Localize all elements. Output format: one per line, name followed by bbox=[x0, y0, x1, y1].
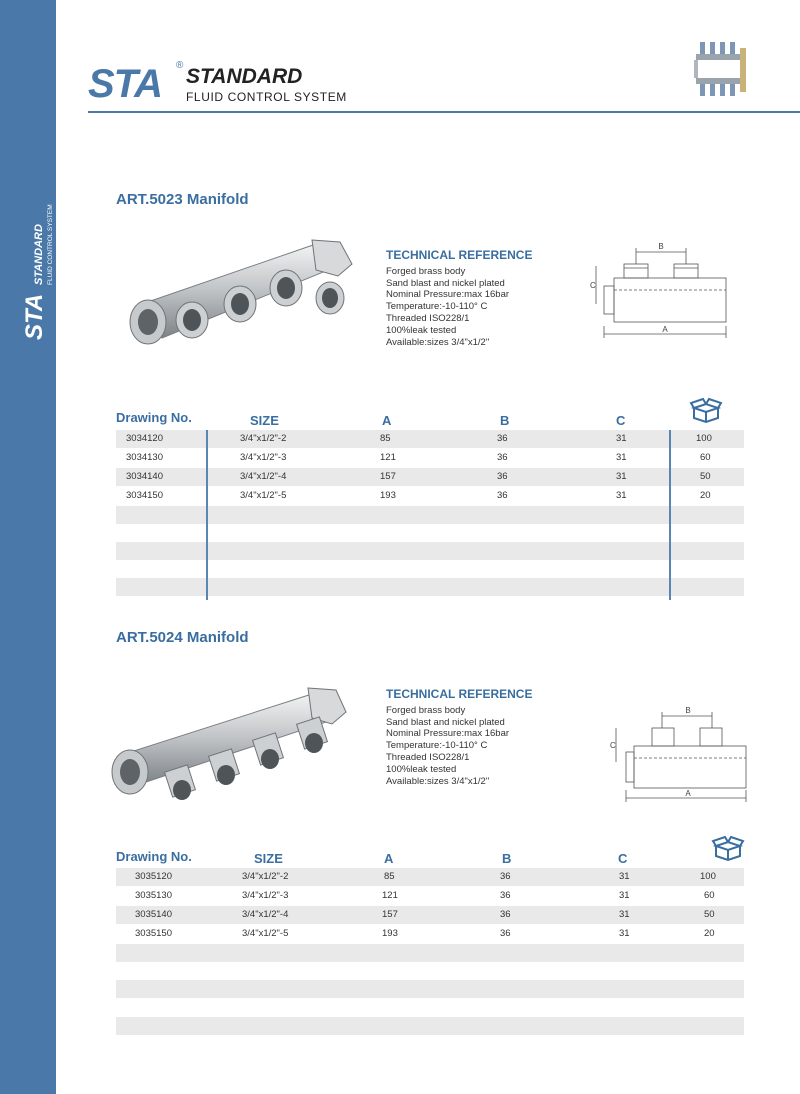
tech-line: Nominal Pressure:max 16bar bbox=[386, 289, 510, 301]
cell-b: 36 bbox=[497, 452, 508, 463]
cell-a: 157 bbox=[380, 471, 396, 482]
cell-a: 121 bbox=[380, 452, 396, 463]
table-row-empty bbox=[116, 944, 744, 962]
cell-size: 3/4"x1/2"-4 bbox=[242, 909, 289, 920]
table-row bbox=[116, 906, 744, 924]
tech-line: 100%leak tested bbox=[386, 324, 457, 336]
manifold-assembly-thumbnail bbox=[692, 38, 748, 102]
table-row-empty bbox=[116, 542, 744, 560]
cell-c: 31 bbox=[616, 452, 627, 463]
table-row bbox=[116, 468, 744, 486]
table-row-empty bbox=[116, 980, 744, 998]
cell-pack: 60 bbox=[704, 890, 715, 901]
header-size: SIZE bbox=[254, 851, 283, 866]
dimension-label-b: B bbox=[658, 242, 664, 251]
header-drawing-no: Drawing No. bbox=[116, 410, 192, 425]
cell-a: 121 bbox=[382, 890, 398, 901]
technical-reference-title: TECHNICAL REFERENCE bbox=[386, 248, 533, 262]
box-icon bbox=[690, 398, 722, 424]
header-a: A bbox=[382, 413, 392, 428]
sidebar-band bbox=[0, 0, 56, 1094]
cell-pack: 60 bbox=[700, 452, 711, 463]
cell-drawing-no: 3035120 bbox=[135, 871, 172, 882]
sidebar-logo-sta: STA bbox=[21, 293, 48, 340]
tech-line: Threaded ISO228/1 bbox=[386, 312, 470, 324]
cell-a: 157 bbox=[382, 909, 398, 920]
tech-line: Temperature:-10-110° C bbox=[386, 301, 488, 313]
cell-drawing-no: 3034140 bbox=[126, 471, 163, 482]
cell-c: 31 bbox=[616, 490, 627, 501]
header-a: A bbox=[384, 851, 394, 866]
header-size: SIZE bbox=[250, 413, 279, 428]
dimension-label-a: A bbox=[662, 325, 668, 334]
cell-b: 36 bbox=[497, 490, 508, 501]
table-row-empty bbox=[116, 506, 744, 524]
manifold-photo bbox=[126, 236, 356, 362]
manifold-photo bbox=[104, 680, 350, 808]
table-row-empty bbox=[116, 524, 744, 542]
cell-drawing-no: 3034120 bbox=[126, 433, 163, 444]
table-row bbox=[116, 887, 744, 905]
cell-size: 3/4"x1/2"-5 bbox=[240, 490, 287, 501]
cell-a: 193 bbox=[382, 928, 398, 939]
cell-drawing-no: 3035140 bbox=[135, 909, 172, 920]
logo-subtitle: FLUID CONTROL SYSTEM bbox=[186, 90, 347, 104]
cell-pack: 20 bbox=[700, 490, 711, 501]
technical-reference bbox=[386, 689, 532, 787]
tech-line: Available:sizes 3/4"x1/2" bbox=[386, 336, 490, 348]
cell-size: 3/4"x1/2"-2 bbox=[242, 871, 289, 882]
cell-drawing-no: 3035130 bbox=[135, 890, 172, 901]
cell-c: 31 bbox=[619, 909, 630, 920]
cell-b: 36 bbox=[497, 433, 508, 444]
table-divider bbox=[206, 430, 208, 600]
table-row bbox=[116, 868, 744, 886]
header-b: B bbox=[500, 413, 510, 428]
table-row-empty bbox=[116, 560, 744, 578]
header-b: B bbox=[502, 851, 512, 866]
cell-a: 85 bbox=[380, 433, 391, 444]
section-title: ART.5024 Manifold bbox=[116, 629, 249, 646]
cell-b: 36 bbox=[497, 471, 508, 482]
cell-b: 36 bbox=[500, 909, 511, 920]
table-row-empty bbox=[116, 962, 744, 980]
box-icon bbox=[712, 836, 744, 862]
logo-registered: ® bbox=[176, 60, 184, 71]
tech-line: Temperature:-10-110° C bbox=[386, 740, 488, 752]
header-c: C bbox=[618, 851, 628, 866]
tech-line: Sand blast and nickel plated bbox=[386, 277, 505, 289]
header-drawing-no: Drawing No. bbox=[116, 849, 192, 864]
cell-size: 3/4"x1/2"-2 bbox=[240, 433, 287, 444]
cell-pack: 50 bbox=[700, 471, 711, 482]
tech-line: Nominal Pressure:max 16bar bbox=[386, 728, 510, 740]
tech-line: 100%leak tested bbox=[386, 763, 457, 775]
tech-line: Threaded ISO228/1 bbox=[386, 751, 470, 763]
logo-standard: STANDARD bbox=[186, 65, 303, 88]
table-row-empty bbox=[116, 578, 744, 596]
technical-drawing bbox=[604, 702, 764, 806]
table-row bbox=[116, 430, 744, 448]
cell-c: 31 bbox=[619, 928, 630, 939]
cell-c: 31 bbox=[619, 871, 630, 882]
cell-c: 31 bbox=[616, 433, 627, 444]
cell-pack: 50 bbox=[704, 909, 715, 920]
header-rule bbox=[88, 111, 800, 113]
cell-drawing-no: 3035150 bbox=[135, 928, 172, 939]
sidebar-brand-logo bbox=[12, 185, 52, 345]
table-row bbox=[116, 487, 744, 505]
cell-pack: 20 bbox=[704, 928, 715, 939]
sidebar-logo-standard: STANDARD bbox=[33, 224, 45, 285]
cell-size: 3/4"x1/2"-3 bbox=[240, 452, 287, 463]
tech-line: Available:sizes 3/4"x1/2" bbox=[386, 775, 490, 787]
cell-drawing-no: 3034130 bbox=[126, 452, 163, 463]
spec-table bbox=[116, 842, 744, 1038]
table-divider bbox=[669, 430, 671, 600]
dimension-label-c: C bbox=[610, 741, 616, 750]
cell-a: 193 bbox=[380, 490, 396, 501]
table-row-empty bbox=[116, 1017, 744, 1035]
spec-table bbox=[116, 404, 744, 600]
dimension-label-b: B bbox=[685, 706, 691, 715]
cell-size: 3/4"x1/2"-3 bbox=[242, 890, 289, 901]
cell-a: 85 bbox=[384, 871, 395, 882]
cell-size: 3/4"x1/2"-4 bbox=[240, 471, 287, 482]
dimension-label-c: C bbox=[590, 281, 596, 290]
dimension-label-a: A bbox=[685, 789, 691, 798]
brand-logo bbox=[88, 60, 348, 108]
cell-b: 36 bbox=[500, 871, 511, 882]
table-row bbox=[116, 449, 744, 467]
section-title: ART.5023 Manifold bbox=[116, 191, 249, 208]
tech-line: Sand blast and nickel plated bbox=[386, 716, 505, 728]
cell-b: 36 bbox=[500, 928, 511, 939]
technical-drawing bbox=[584, 238, 744, 342]
cell-pack: 100 bbox=[700, 871, 716, 882]
table-row bbox=[116, 925, 744, 943]
cell-drawing-no: 3034150 bbox=[126, 490, 163, 501]
technical-reference-title: TECHNICAL REFERENCE bbox=[386, 687, 533, 701]
table-row-empty bbox=[116, 998, 744, 1016]
cell-c: 31 bbox=[616, 471, 627, 482]
tech-line: Forged brass body bbox=[386, 704, 466, 716]
cell-size: 3/4"x1/2"-5 bbox=[242, 928, 289, 939]
header-c: C bbox=[616, 413, 626, 428]
sidebar-logo-subtitle: FLUID CONTROL SYSTEM bbox=[47, 204, 54, 285]
cell-pack: 100 bbox=[696, 433, 712, 444]
technical-reference bbox=[386, 250, 532, 348]
cell-c: 31 bbox=[619, 890, 630, 901]
logo-sta: STA bbox=[88, 62, 163, 106]
tech-line: Forged brass body bbox=[386, 265, 466, 277]
cell-b: 36 bbox=[500, 890, 511, 901]
